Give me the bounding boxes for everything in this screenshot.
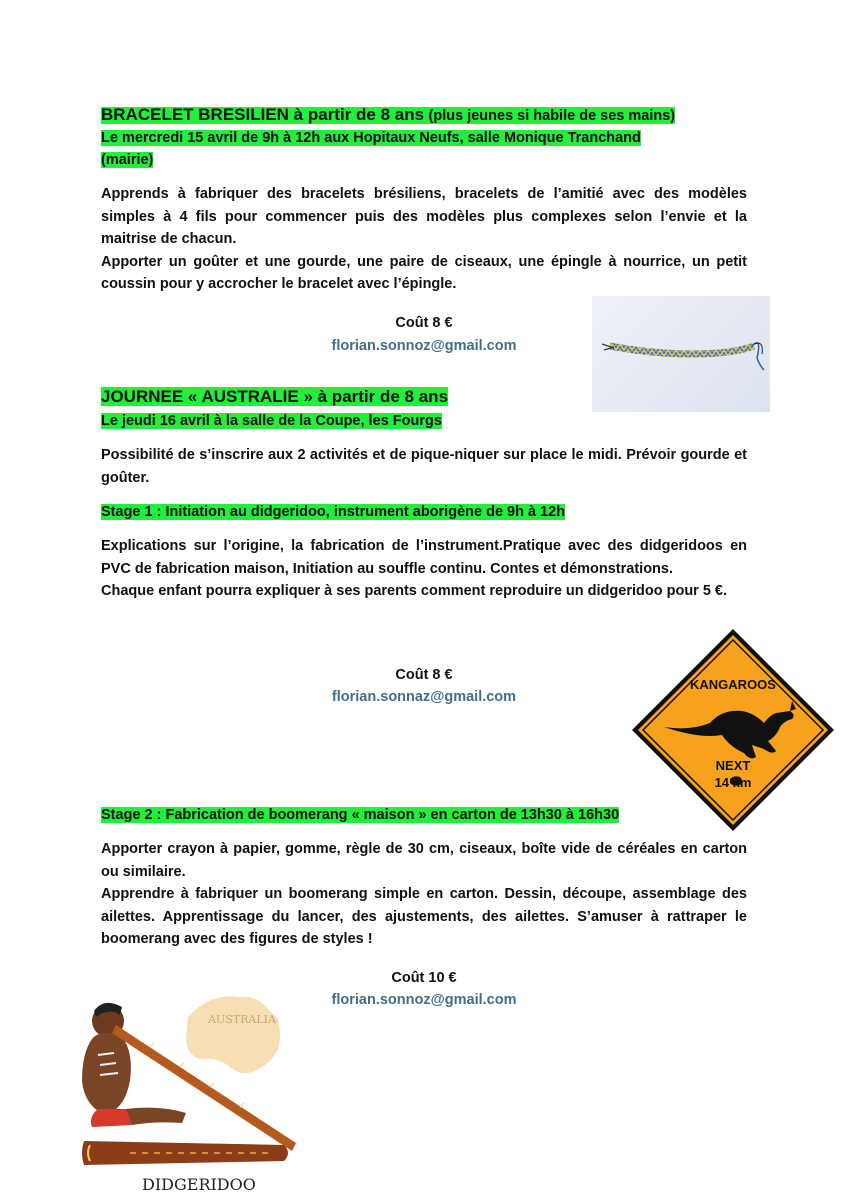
sign-line2: NEXT xyxy=(715,758,751,773)
stage2-title-text: Stage 2 : Fabrication de boomerang « maison » en carton de 13h30 à 16h30 xyxy=(101,807,620,823)
australie-title-text: JOURNEE « AUSTRALIE » à partir de 8 ans xyxy=(101,387,449,406)
stage2-para1: Apporter crayon à papier, gomme, règle de 30 cm, ciseaux, boîte vide de céréales en carton ou similaire. xyxy=(101,841,747,880)
bracelet-title-main: BRACELET BRESILIEN à partir de 8 ans xyxy=(101,105,425,124)
stage1-title-text: Stage 1 : Initiation au didgeridoo, instrument aborigène de 9h à 12h xyxy=(101,504,566,520)
bracelet-title-note: (plus jeunes si habile de ses mains) xyxy=(428,108,676,124)
kangaroo-sign xyxy=(630,627,836,833)
australie-date-text: Le jeudi 16 avril à la salle de la Coupe, les Fourgs xyxy=(101,413,442,429)
bracelet-para2: Apporter un goûter et une gourde, une paire de ciseaux, une épingle à nourrice, un petit coussin pour y accrocher le bracelet avec l’épingle. xyxy=(101,253,747,292)
didgeridoo-caption: DIDGERIDOO xyxy=(142,1175,256,1194)
sign-line1: KANGAROOS xyxy=(690,677,776,692)
stage1-cost: Coût 8 € xyxy=(395,667,453,683)
bracelet-cost: Coût 8 € xyxy=(395,315,453,331)
sign-line3: 14 km xyxy=(714,775,752,790)
stage2-cost: Coût 10 € xyxy=(391,970,457,986)
player-body xyxy=(82,1033,131,1111)
stage2-title xyxy=(101,804,619,826)
australie-date xyxy=(101,410,442,432)
bracelet-para1: Apprends à fabriquer des bracelets brésiliens, bracelets de l’amitié avec des modèles simples à 4 fils pour commencer puis des modèles plus complexes selon l’envie et la maitrise de chacun. xyxy=(101,186,747,247)
bracelet-email[interactable]: florian.sonnoz@gmail.com xyxy=(331,338,517,354)
bracelet-date-line2: (mairie) xyxy=(101,152,154,168)
bracelet-description xyxy=(101,183,747,296)
bracelet-photo xyxy=(592,296,770,412)
player-cloth xyxy=(91,1109,133,1127)
stage1-para1: Explications sur l’origine, la fabrication de l’instrument.Pratique avec des didgeridoos en PVC de fabrication maison, Initiation au souffle continu. Contes et démonstrations. xyxy=(101,538,747,577)
stage1-description xyxy=(101,535,747,603)
bracelet-title xyxy=(101,103,675,128)
australia-map-icon xyxy=(186,996,280,1073)
stage2-description xyxy=(101,838,747,951)
stage2-para2: Apprendre à fabriquer un boomerang simple en carton. Dessin, découpe, assemblage des ailettes. Apprentissage du lancer, des ajustements, des ailettes. S’amuser à rattraper le boomerang avec des figures de styles ! xyxy=(101,886,747,947)
bracelet-date-line1: Le mercredi 15 avril de 9h à 12h aux Hopitaux Neufs, salle Monique Tranchand xyxy=(101,130,641,146)
map-label: AUSTRALIA xyxy=(208,1013,276,1026)
didgeridoo-illustration xyxy=(70,985,310,1197)
australie-intro: Possibilité de s’inscrire aux 2 activités et de pique-niquer sur place le midi. Prévoir gourde et goûter. xyxy=(101,447,747,486)
stage2-email[interactable]: florian.sonnoz@gmail.com xyxy=(331,992,517,1008)
bracelet-image xyxy=(592,296,770,412)
stage1-email[interactable]: florian.sonnaz@gmail.com xyxy=(331,689,517,705)
australie-title xyxy=(101,385,448,409)
bracelet-date xyxy=(101,127,641,171)
stage1-title xyxy=(101,501,565,523)
stage1-para2: Chaque enfant pourra expliquer à ses parents comment reproduire un didgeridoo pour 5 €. xyxy=(101,583,728,599)
